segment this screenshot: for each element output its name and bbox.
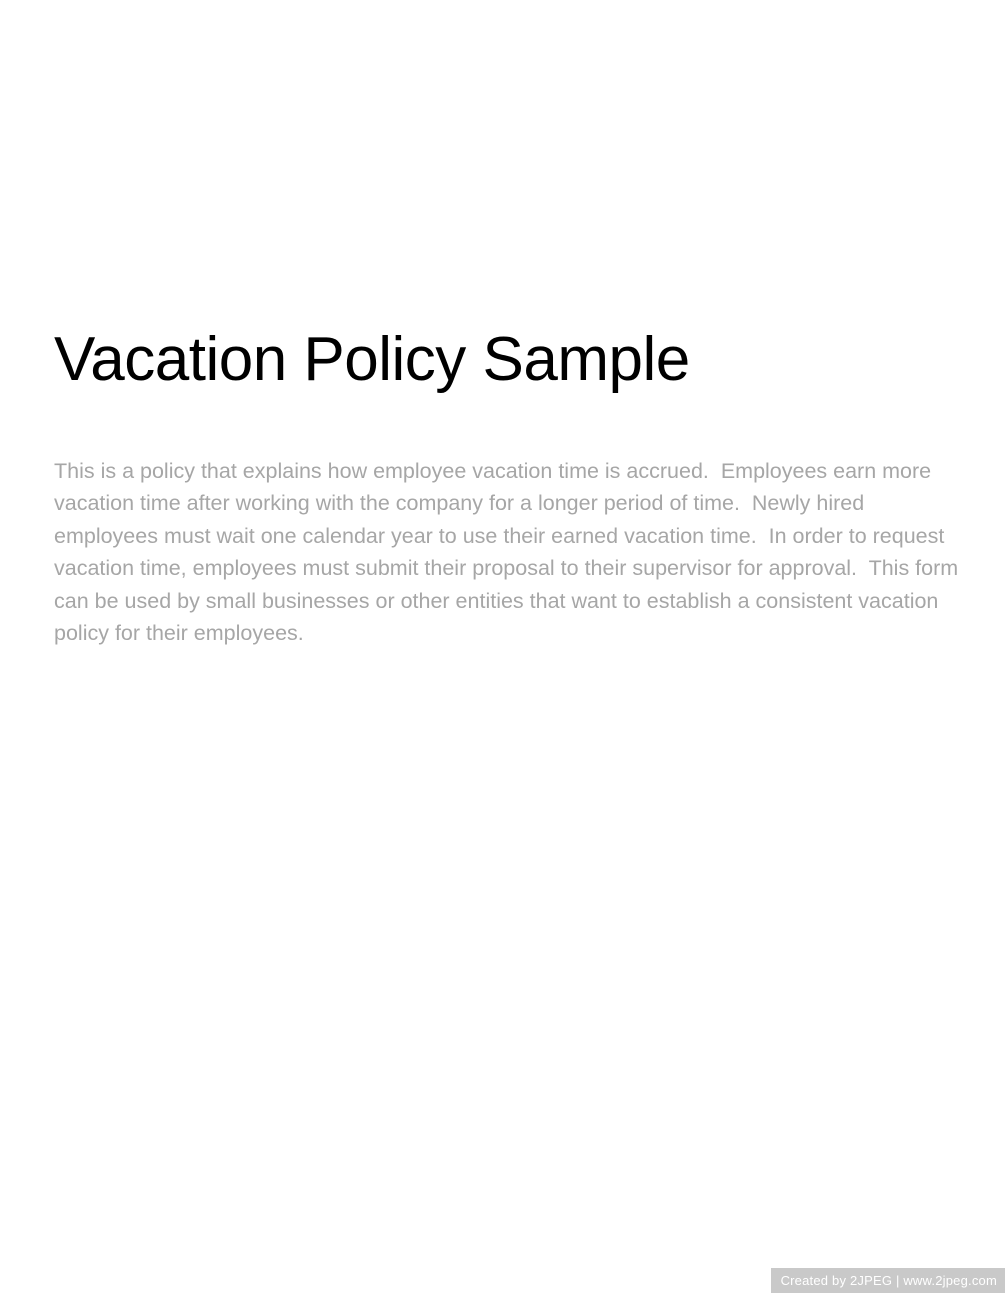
page-title: Vacation Policy Sample [54, 324, 690, 394]
document-body-paragraph: This is a policy that explains how employee vacation time is accrued. Employees earn more vacation time after working with the company for a longer period of time. Newly hired employees must wait one calendar year to use their earned vacation time. In order to request vacation time, employees must submit their proposal to their supervisor for approval. This form can be used by small businesses or other entities that want to establish a consistent vacation policy for their employees. [54, 458, 965, 645]
watermark-badge: Created by 2JPEG | www.2jpeg.com [771, 1268, 1005, 1293]
